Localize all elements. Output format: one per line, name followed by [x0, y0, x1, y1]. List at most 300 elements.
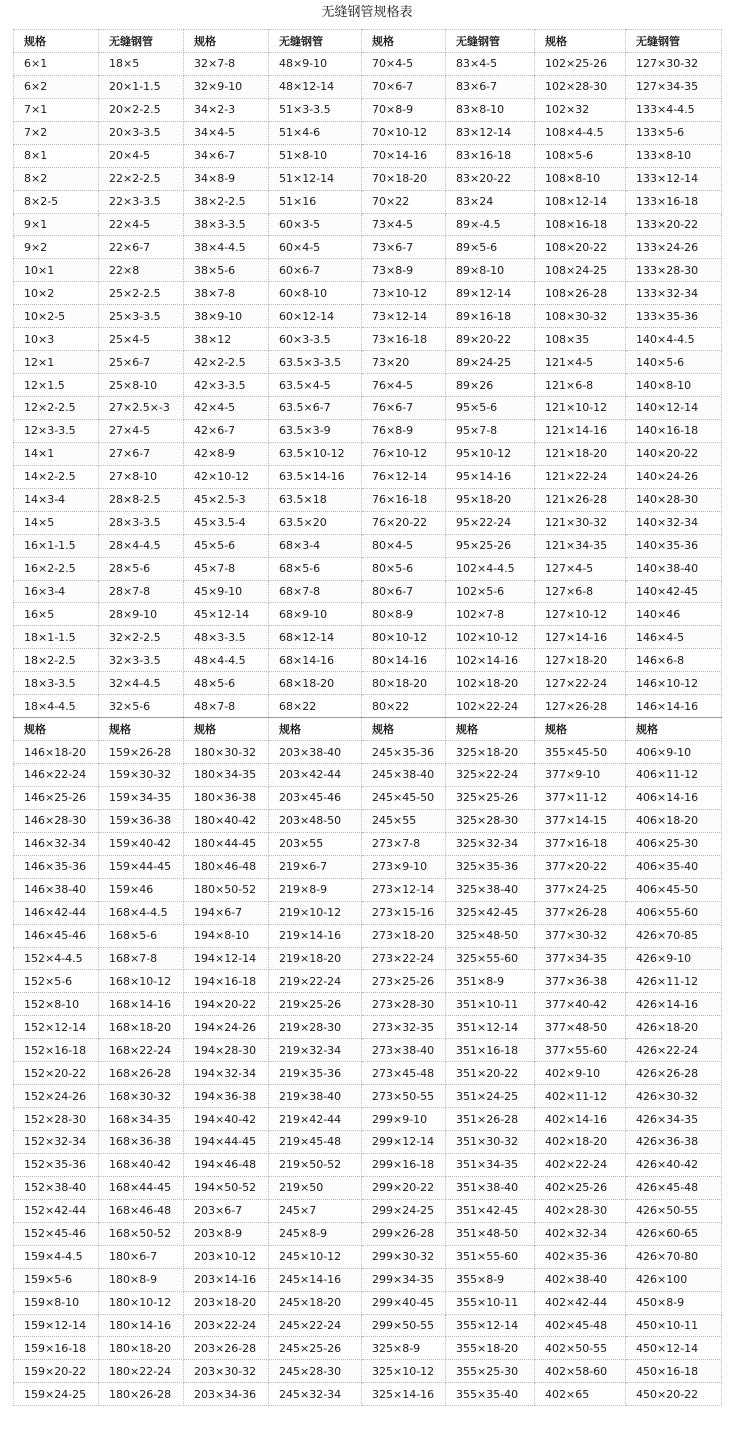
table-row: [14, 924, 722, 947]
table-cell: 73×12-14: [362, 305, 446, 328]
table-cell: 89×12-14: [446, 282, 535, 305]
table-row: [14, 534, 722, 557]
table-cell: 426×30-32: [626, 1085, 722, 1108]
table-row: [14, 1131, 722, 1154]
table-cell: 32×3-3.5: [99, 649, 184, 672]
table-cell: 203×10-12: [184, 1245, 269, 1268]
table-cell: 159×40-42: [99, 832, 184, 855]
table-cell: 8×1: [14, 144, 99, 167]
table-cell: 168×7-8: [99, 947, 184, 970]
table-cell: 402×28-30: [535, 1199, 626, 1222]
table-cell: 108×12-14: [535, 190, 626, 213]
table-row: [14, 144, 722, 167]
table-cell: 127×22-24: [535, 672, 626, 695]
table-cell: 95×22-24: [446, 511, 535, 534]
table-cell: 351×34-35: [446, 1153, 535, 1176]
table-cell: 426×100: [626, 1268, 722, 1291]
header-cell: 规格: [184, 718, 269, 741]
table-row: [14, 603, 722, 626]
table-cell: 63.5×3-3.5: [269, 351, 362, 374]
table-cell: 45×12-14: [184, 603, 269, 626]
table-cell: 140×32-34: [626, 511, 722, 534]
table-cell: 48×4-4.5: [184, 649, 269, 672]
table-cell: 273×45-48: [362, 1062, 446, 1085]
table-cell: 402×25-26: [535, 1176, 626, 1199]
header-cell: 规格: [184, 30, 269, 53]
table-cell: 325×22-24: [446, 764, 535, 787]
header-cell: 规格: [99, 718, 184, 741]
table-row: [14, 1222, 722, 1245]
table-cell: 127×18-20: [535, 649, 626, 672]
table-cell: 95×5-6: [446, 397, 535, 420]
table-cell: 168×26-28: [99, 1062, 184, 1085]
table-cell: 18×2-2.5: [14, 649, 99, 672]
table-cell: 89×20-22: [446, 328, 535, 351]
table-cell: 140×20-22: [626, 442, 722, 465]
table-cell: 10×3: [14, 328, 99, 351]
table-cell: 203×34-36: [184, 1383, 269, 1406]
table-cell: 426×70-85: [626, 924, 722, 947]
table-cell: 146×45-46: [14, 924, 99, 947]
table-cell: 121×22-24: [535, 465, 626, 488]
table-cell: 63.5×10-12: [269, 442, 362, 465]
header-cell: 规格: [626, 718, 722, 741]
table-cell: 159×20-22: [14, 1360, 99, 1383]
table-cell: 18×3-3.5: [14, 672, 99, 695]
table-cell: 159×46: [99, 878, 184, 901]
table-cell: 351×48-50: [446, 1222, 535, 1245]
table-cell: 22×6-7: [99, 236, 184, 259]
table-cell: 325×8-9: [362, 1337, 446, 1360]
table-cell: 70×4-5: [362, 52, 446, 75]
table-cell: 245×38-40: [362, 764, 446, 787]
table-cell: 377×24-25: [535, 878, 626, 901]
table-cell: 140×35-36: [626, 534, 722, 557]
table-cell: 245×35-36: [362, 741, 446, 764]
table-cell: 133×12-14: [626, 167, 722, 190]
table-cell: 351×8-9: [446, 970, 535, 993]
table-cell: 42×10-12: [184, 465, 269, 488]
table-cell: 51×8-10: [269, 144, 362, 167]
table-cell: 299×50-55: [362, 1314, 446, 1337]
table-cell: 203×30-32: [184, 1360, 269, 1383]
table-cell: 89×16-18: [446, 305, 535, 328]
table-cell: 450×8-9: [626, 1291, 722, 1314]
table-cell: 273×22-24: [362, 947, 446, 970]
table-cell: 245×7: [269, 1199, 362, 1222]
table-cell: 140×46: [626, 603, 722, 626]
table-cell: 273×50-55: [362, 1085, 446, 1108]
table-cell: 168×34-35: [99, 1108, 184, 1131]
table-cell: 325×35-36: [446, 855, 535, 878]
table-cell: 20×3-3.5: [99, 121, 184, 144]
table-cell: 10×2: [14, 282, 99, 305]
table-cell: 325×42-45: [446, 901, 535, 924]
table-cell: 27×4-5: [99, 419, 184, 442]
table-cell: 245×8-9: [269, 1222, 362, 1245]
table-title: 无缝钢管规格表: [321, 5, 413, 20]
table-cell: 299×12-14: [362, 1131, 446, 1154]
table-cell: 38×4-4.5: [184, 236, 269, 259]
table-row: [14, 511, 722, 534]
table-cell: 73×20: [362, 351, 446, 374]
table-cell: 180×22-24: [99, 1360, 184, 1383]
table-cell: 325×18-20: [446, 741, 535, 764]
table-cell: 127×10-12: [535, 603, 626, 626]
table-cell: 219×14-16: [269, 924, 362, 947]
table-cell: 89×-4.5: [446, 213, 535, 236]
table-row: [14, 1199, 722, 1222]
table-cell: 194×40-42: [184, 1108, 269, 1131]
table-cell: 63.5×20: [269, 511, 362, 534]
table-row: [14, 557, 722, 580]
table-cell: 351×42-45: [446, 1199, 535, 1222]
table-cell: 80×5-6: [362, 557, 446, 580]
table-cell: 63.5×6-7: [269, 397, 362, 420]
table-cell: 102×18-20: [446, 672, 535, 695]
table-cell: 83×20-22: [446, 167, 535, 190]
table-row: [14, 98, 722, 121]
header-cell: 规格: [535, 30, 626, 53]
table-cell: 38×12: [184, 328, 269, 351]
table-cell: 108×8-10: [535, 167, 626, 190]
table-cell: 180×26-28: [99, 1383, 184, 1406]
table-cell: 355×35-40: [446, 1383, 535, 1406]
table-cell: 60×6-7: [269, 259, 362, 282]
table-cell: 180×36-38: [184, 786, 269, 809]
table-cell: 351×38-40: [446, 1176, 535, 1199]
table-cell: 402×35-36: [535, 1245, 626, 1268]
table-cell: 95×14-16: [446, 465, 535, 488]
table-cell: 12×1: [14, 351, 99, 374]
table-cell: 60×3-5: [269, 213, 362, 236]
table-cell: 159×5-6: [14, 1268, 99, 1291]
table-row: [14, 947, 722, 970]
table-cell: 180×18-20: [99, 1337, 184, 1360]
table-row: [14, 855, 722, 878]
table-row: [14, 397, 722, 420]
table-cell: 51×12-14: [269, 167, 362, 190]
table-cell: 402×45-48: [535, 1314, 626, 1337]
table-cell: 351×12-14: [446, 1016, 535, 1039]
table-cell: 152×45-46: [14, 1222, 99, 1245]
table-cell: 402×42-44: [535, 1291, 626, 1314]
table-cell: 152×32-34: [14, 1131, 99, 1154]
table-cell: 83×24: [446, 190, 535, 213]
table-cell: 102×14-16: [446, 649, 535, 672]
table-cell: 108×4-4.5: [535, 121, 626, 144]
table-cell: 299×40-45: [362, 1291, 446, 1314]
table-cell: 402×38-40: [535, 1268, 626, 1291]
table-cell: 325×10-12: [362, 1360, 446, 1383]
table-cell: 51×16: [269, 190, 362, 213]
table-cell: 89×26: [446, 374, 535, 397]
table-cell: 426×9-10: [626, 947, 722, 970]
table-cell: 194×20-22: [184, 993, 269, 1016]
table-cell: 8×2-5: [14, 190, 99, 213]
table-cell: 377×55-60: [535, 1039, 626, 1062]
table-cell: 325×38-40: [446, 878, 535, 901]
table-cell: 38×9-10: [184, 305, 269, 328]
table-cell: 168×40-42: [99, 1153, 184, 1176]
table-cell: 180×6-7: [99, 1245, 184, 1268]
table-cell: 42×6-7: [184, 419, 269, 442]
table-cell: 108×5-6: [535, 144, 626, 167]
table-row: [14, 1337, 722, 1360]
table-cell: 219×18-20: [269, 947, 362, 970]
table-cell: 168×46-48: [99, 1199, 184, 1222]
table-cell: 22×2-2.5: [99, 167, 184, 190]
table-cell: 133×16-18: [626, 190, 722, 213]
table-cell: 83×8-10: [446, 98, 535, 121]
table-cell: 159×44-45: [99, 855, 184, 878]
header-cell: 规格: [446, 718, 535, 741]
table-cell: 63.5×4-5: [269, 374, 362, 397]
table-cell: 159×34-35: [99, 786, 184, 809]
table-cell: 219×45-48: [269, 1131, 362, 1154]
table-row: [14, 121, 722, 144]
table-row: [14, 1291, 722, 1314]
table-cell: 68×7-8: [269, 580, 362, 603]
table-cell: 146×4-5: [626, 626, 722, 649]
seamless-steel-pipe-spec-table: [13, 29, 722, 1406]
table-cell: 38×7-8: [184, 282, 269, 305]
table-cell: 273×15-16: [362, 901, 446, 924]
table-cell: 273×32-35: [362, 1016, 446, 1039]
table-cell: 133×4-4.5: [626, 98, 722, 121]
table-cell: 38×5-6: [184, 259, 269, 282]
table-cell: 133×24-26: [626, 236, 722, 259]
table-cell: 42×4-5: [184, 397, 269, 420]
table-cell: 25×8-10: [99, 374, 184, 397]
header-cell: 无缝钢管: [446, 30, 535, 53]
table-cell: 325×55-60: [446, 947, 535, 970]
table-cell: 245×45-50: [362, 786, 446, 809]
table-row: [14, 1085, 722, 1108]
table-row: [14, 1039, 722, 1062]
table-cell: 146×35-36: [14, 855, 99, 878]
table-cell: 28×8-2.5: [99, 488, 184, 511]
table-cell: 76×8-9: [362, 419, 446, 442]
table-cell: 377×26-28: [535, 901, 626, 924]
table-cell: 245×22-24: [269, 1314, 362, 1337]
table-cell: 45×7-8: [184, 557, 269, 580]
table-cell: 426×40-42: [626, 1153, 722, 1176]
table-cell: 426×22-24: [626, 1039, 722, 1062]
table-cell: 121×14-16: [535, 419, 626, 442]
table-row: [14, 75, 722, 98]
table-cell: 140×4-4.5: [626, 328, 722, 351]
table-cell: 8×2: [14, 167, 99, 190]
table-cell: 351×24-25: [446, 1085, 535, 1108]
table-cell: 34×8-9: [184, 167, 269, 190]
table-cell: 127×14-16: [535, 626, 626, 649]
table-cell: 102×32: [535, 98, 626, 121]
table-cell: 159×16-18: [14, 1337, 99, 1360]
table-cell: 426×34-35: [626, 1108, 722, 1131]
table-row: [14, 626, 722, 649]
table-cell: 140×24-26: [626, 465, 722, 488]
table-cell: 402×9-10: [535, 1062, 626, 1085]
table-cell: 7×1: [14, 98, 99, 121]
table-cell: 76×6-7: [362, 397, 446, 420]
table-cell: 133×35-36: [626, 305, 722, 328]
table-cell: 402×32-34: [535, 1222, 626, 1245]
table-row: [14, 167, 722, 190]
table-cell: 219×35-36: [269, 1062, 362, 1085]
table-cell: 80×4-5: [362, 534, 446, 557]
table-cell: 140×16-18: [626, 419, 722, 442]
table-cell: 16×1-1.5: [14, 534, 99, 557]
table-cell: 152×38-40: [14, 1176, 99, 1199]
table-cell: 450×12-14: [626, 1337, 722, 1360]
table-row: [14, 52, 722, 75]
table-cell: 16×3-4: [14, 580, 99, 603]
table-cell: 426×18-20: [626, 1016, 722, 1039]
table-cell: 12×1.5: [14, 374, 99, 397]
table-cell: 70×6-7: [362, 75, 446, 98]
table-cell: 168×14-16: [99, 993, 184, 1016]
table-row: [14, 672, 722, 695]
table-cell: 70×18-20: [362, 167, 446, 190]
table-cell: 402×18-20: [535, 1131, 626, 1154]
table-cell: 16×5: [14, 603, 99, 626]
table-row: [14, 695, 722, 718]
table-cell: 426×60-65: [626, 1222, 722, 1245]
table-cell: 102×22-24: [446, 695, 535, 718]
table-cell: 73×4-5: [362, 213, 446, 236]
table-cell: 146×6-8: [626, 649, 722, 672]
header-cell: 无缝钢管: [626, 30, 722, 53]
table-cell: 102×4-4.5: [446, 557, 535, 580]
table-cell: 25×2-2.5: [99, 282, 184, 305]
table-cell: 219×25-26: [269, 993, 362, 1016]
table-cell: 127×30-32: [626, 52, 722, 75]
table-cell: 28×7-8: [99, 580, 184, 603]
table-cell: 51×3-3.5: [269, 98, 362, 121]
table-cell: 34×4-5: [184, 121, 269, 144]
table-cell: 14×2-2.5: [14, 465, 99, 488]
table-row: [14, 328, 722, 351]
table-cell: 121×6-8: [535, 374, 626, 397]
table-cell: 355×45-50: [535, 741, 626, 764]
table-cell: 73×10-12: [362, 282, 446, 305]
table-cell: 48×9-10: [269, 52, 362, 75]
table-cell: 355×25-30: [446, 1360, 535, 1383]
table-cell: 27×8-10: [99, 465, 184, 488]
table-cell: 20×1-1.5: [99, 75, 184, 98]
table-cell: 159×8-10: [14, 1291, 99, 1314]
table-cell: 203×6-7: [184, 1199, 269, 1222]
table-cell: 68×9-10: [269, 603, 362, 626]
table-cell: 28×4-4.5: [99, 534, 184, 557]
table-cell: 22×4-5: [99, 213, 184, 236]
table-cell: 28×5-6: [99, 557, 184, 580]
table-cell: 76×20-22: [362, 511, 446, 534]
table-cell: 180×44-45: [184, 832, 269, 855]
table-cell: 32×2-2.5: [99, 626, 184, 649]
header-cell: 规格: [362, 30, 446, 53]
table-header-row: [14, 718, 722, 741]
table-cell: 194×6-7: [184, 901, 269, 924]
table-cell: 27×6-7: [99, 442, 184, 465]
table-cell: 60×12-14: [269, 305, 362, 328]
table-cell: 42×8-9: [184, 442, 269, 465]
table-row: [14, 1360, 722, 1383]
table-cell: 426×50-55: [626, 1199, 722, 1222]
table-row: [14, 786, 722, 809]
table-cell: 12×2-2.5: [14, 397, 99, 420]
table-row: [14, 1062, 722, 1085]
table-cell: 133×20-22: [626, 213, 722, 236]
table-cell: 219×10-12: [269, 901, 362, 924]
table-cell: 76×10-12: [362, 442, 446, 465]
table-cell: 180×30-32: [184, 741, 269, 764]
table-body: [14, 30, 722, 1406]
table-cell: 402×14-16: [535, 1108, 626, 1131]
table-cell: 273×7-8: [362, 832, 446, 855]
table-cell: 60×3-3.5: [269, 328, 362, 351]
table-cell: 299×20-22: [362, 1176, 446, 1199]
table-row: [14, 374, 722, 397]
table-row: [14, 764, 722, 787]
table-cell: 102×25-26: [535, 52, 626, 75]
table-cell: 28×9-10: [99, 603, 184, 626]
table-cell: 351×26-28: [446, 1108, 535, 1131]
table-cell: 406×45-50: [626, 878, 722, 901]
table-cell: 194×12-14: [184, 947, 269, 970]
table-cell: 159×36-38: [99, 809, 184, 832]
table-cell: 102×5-6: [446, 580, 535, 603]
table-cell: 121×4-5: [535, 351, 626, 374]
table-cell: 32×9-10: [184, 75, 269, 98]
table-cell: 219×50: [269, 1176, 362, 1199]
table-cell: 219×8-9: [269, 878, 362, 901]
table-cell: 194×24-26: [184, 1016, 269, 1039]
table-row: [14, 442, 722, 465]
table-cell: 152×28-30: [14, 1108, 99, 1131]
table-cell: 70×22: [362, 190, 446, 213]
table-cell: 402×22-24: [535, 1153, 626, 1176]
header-cell: 无缝钢管: [269, 30, 362, 53]
table-cell: 180×8-9: [99, 1268, 184, 1291]
table-cell: 203×45-46: [269, 786, 362, 809]
table-cell: 18×1-1.5: [14, 626, 99, 649]
table-cell: 406×18-20: [626, 809, 722, 832]
table-row: [14, 878, 722, 901]
table-cell: 299×26-28: [362, 1222, 446, 1245]
table-cell: 127×6-8: [535, 580, 626, 603]
table-row: [14, 1016, 722, 1039]
table-cell: 355×12-14: [446, 1314, 535, 1337]
table-cell: 25×4-5: [99, 328, 184, 351]
table-cell: 168×4-4.5: [99, 901, 184, 924]
table-cell: 14×1: [14, 442, 99, 465]
table-cell: 28×3-3.5: [99, 511, 184, 534]
table-cell: 12×3-3.5: [14, 419, 99, 442]
table-cell: 159×26-28: [99, 741, 184, 764]
table-cell: 299×16-18: [362, 1153, 446, 1176]
table-cell: 203×55: [269, 832, 362, 855]
table-cell: 377×48-50: [535, 1016, 626, 1039]
table-cell: 180×14-16: [99, 1314, 184, 1337]
table-cell: 32×7-8: [184, 52, 269, 75]
table-cell: 203×14-16: [184, 1268, 269, 1291]
table-cell: 121×18-20: [535, 442, 626, 465]
table-cell: 14×3-4: [14, 488, 99, 511]
table-cell: 325×32-34: [446, 832, 535, 855]
table-cell: 140×12-14: [626, 397, 722, 420]
